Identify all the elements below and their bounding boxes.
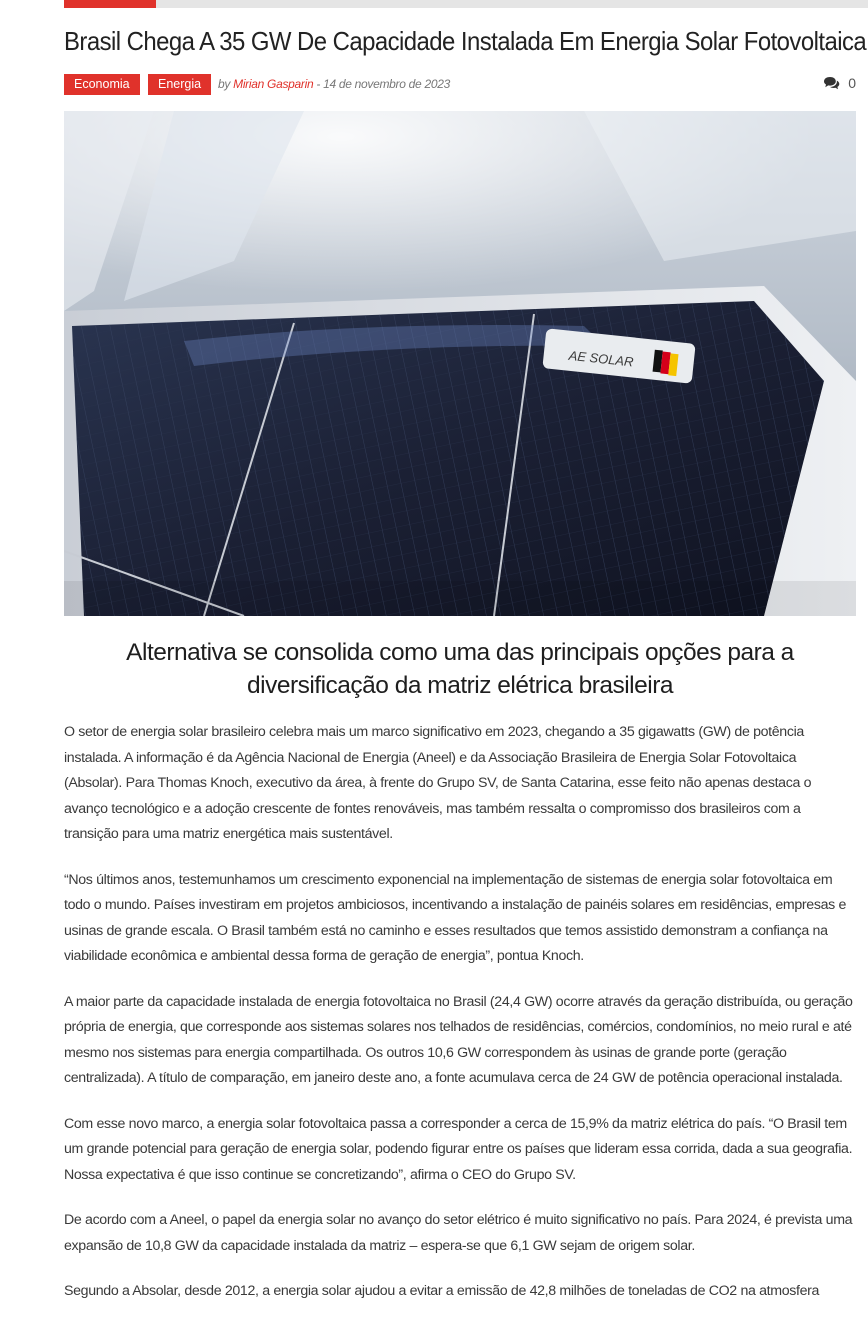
comments-icon <box>823 76 840 93</box>
article-meta <box>64 74 856 96</box>
article-subtitle: Alternativa se consolida como uma das principais opções para a diversificação da matriz elétrica brasileira <box>126 639 794 699</box>
paragraph: De acordo com a Aneel, o papel da energia solar no avanço do setor elétrico é muito significativo no país. Para 2024, é prevista uma expansão de 10,8 GW da capacidade instalada da matriz – espera-se que 6,1 GW sejam de origem solar. <box>64 1212 853 1254</box>
publish-date: - 14 de novembro de 2023 <box>316 77 450 91</box>
article-featured-image <box>64 111 856 616</box>
panel-brand-logo: AE SOLAR <box>568 347 635 370</box>
active-nav-indicator <box>64 0 156 8</box>
category-tag-energia[interactable]: Energia <box>148 74 211 95</box>
top-navigation-bar <box>64 0 868 8</box>
comment-count[interactable] <box>823 75 856 93</box>
category-tag-economia[interactable]: Economia <box>64 74 140 95</box>
paragraph: O setor de energia solar brasileiro celebra mais um marco significativo em 2023, chegando a 35 gigawatts (GW) de potência instalada. A informação é da Agência Nacional de Energia (Aneel) e da Associação Brasileira de Energia Solar Fotovoltaica (Absolar). Para Thomas Knoch, executivo da área, à frente do Grupo SV, de Santa Catarina, esse feito não apenas destaca o avanço tecnológico e a adoção crescente de fontes renováveis, mas também ressalta o compromisso dos brasileiros com a transição para uma matriz energética mais sustentável. <box>64 724 812 842</box>
paragraph: “Nos últimos anos, testemunhamos um crescimento exponencial na implementação de sistemas de energia solar fotovoltaica em todo o mundo. Países investiram em projetos ambiciosos, incentivando a instalação de painéis solares em residências, empresas e usinas de grande escala. O Brasil também está no caminho e esses resultados que temos assistido demonstram a confiança na viabilidade econômica e ambiental dessa forma de geração de energia”, pontua Knoch. <box>64 871 847 964</box>
paragraph: Com esse novo marco, a energia solar fotovoltaica passa a corresponder a cerca de 15,9% da matriz elétrica do país. “O Brasil tem um grande potencial para geração de energia solar, podendo figurar entre os países que lideram essa corrida, dada a sua geografia. Nossa expectativa é que isso continue se concretizando”, afirma o CEO do Grupo SV. <box>64 1115 853 1183</box>
paragraph: Segundo a Absolar, desde 2012, a energia solar ajudou a evitar a emissão de 42,8 milhões de toneladas de CO2 na atmosfera <box>64 1283 820 1299</box>
comment-count-value: 0 <box>848 75 856 91</box>
byline <box>218 77 450 91</box>
author-link[interactable]: Mirian Gasparin <box>233 77 314 91</box>
article-body <box>64 720 856 1325</box>
byline-prefix: by <box>218 77 231 91</box>
paragraph: A maior parte da capacidade instalada de energia fotovoltaica no Brasil (24,4 GW) ocorre através da geração distribuída, ou geração própria de energia, que corresponde aos sistemas solares nos telhados de residências, comércios, condomínios, no meio rural e até mesmo nos sistemas para energia compartilhada. Os outros 10,6 GW correspondem às usinas de grande porte (geração centralizada). A título de comparação, em janeiro deste ano, a fonte acumulava cerca de 24 GW de potência operacional instalada. <box>64 993 853 1086</box>
article-title: Brasil Chega A 35 GW De Capacidade Instalada Em Energia Solar Fotovoltaica <box>64 26 867 56</box>
